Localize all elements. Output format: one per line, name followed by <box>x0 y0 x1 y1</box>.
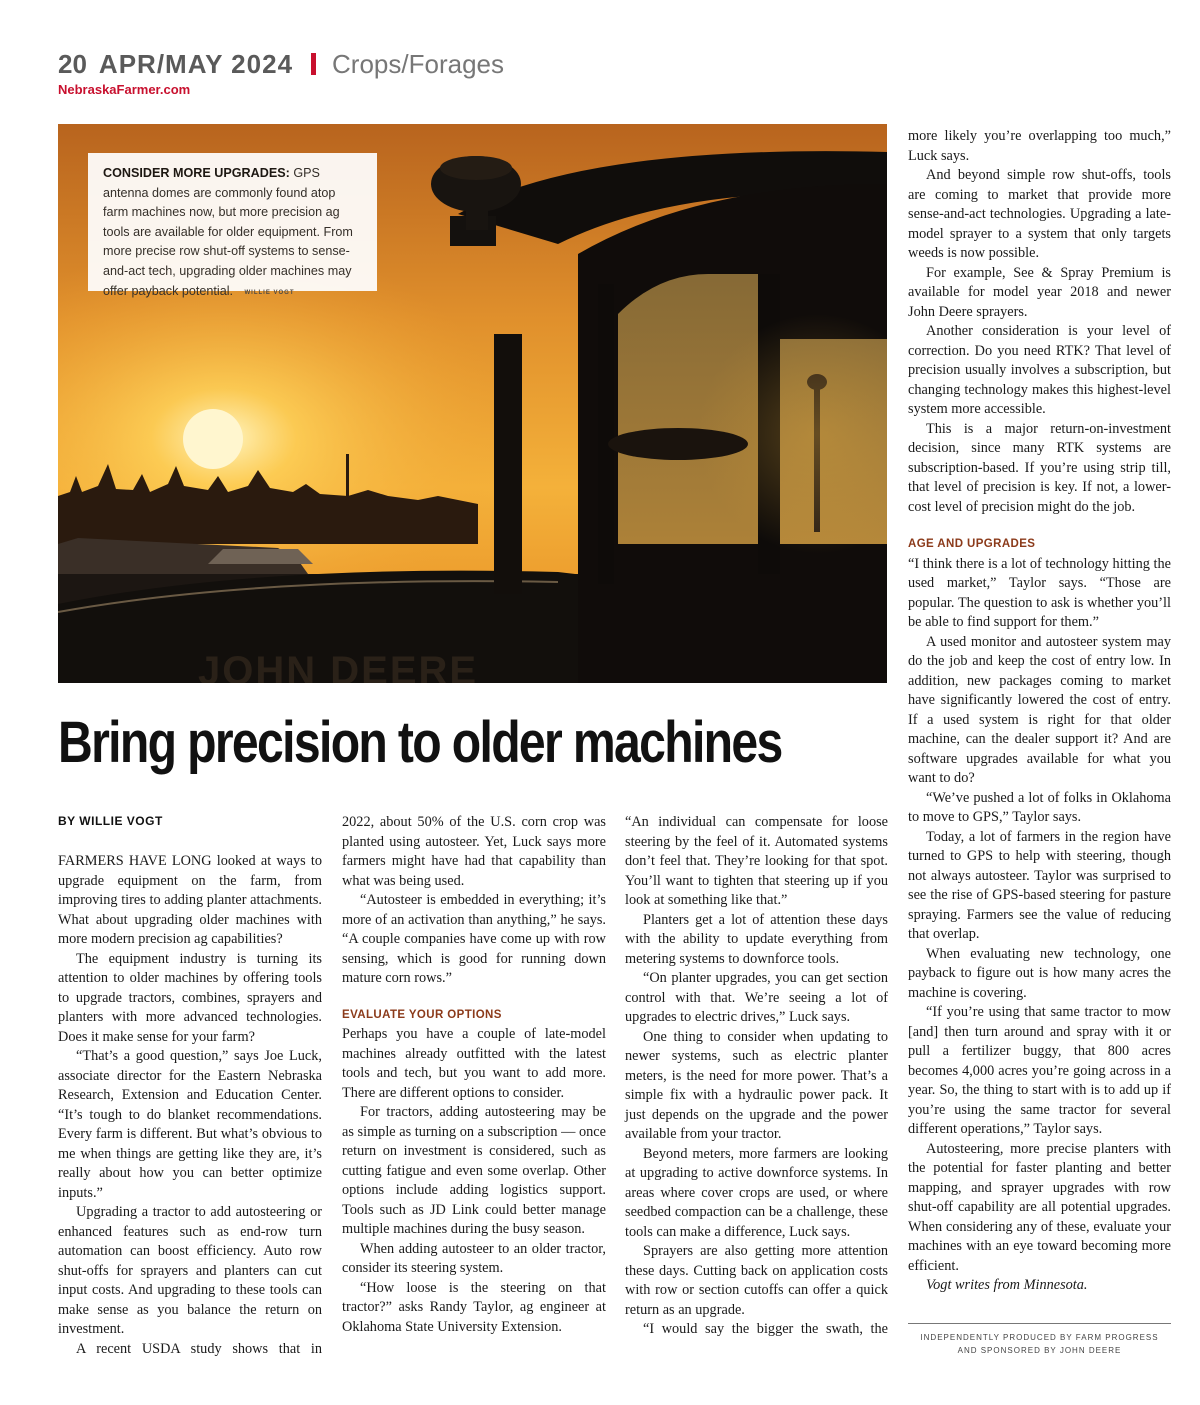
photo-credit: WILLIE VOGT <box>244 289 295 296</box>
lead-in: FARMERS HAVE LONG <box>58 853 212 869</box>
paragraph: A used monitor and autosteer system may do the job and keep the cost of entry low. In addition, new packages coming to market have significantly lowered the cost of entry. If a used system is right for that older machine, can the dealer support it? And are software upgrades available for what you want to do? <box>908 633 1171 786</box>
paragraph: The equipment industry is turning its attention to older machines by offering tools to upgrade tractors, combines, sprayers and planters with more advanced technologies. Does it make sense for your farm? <box>58 950 322 1045</box>
author-bio: Vogt writes from Minnesota. <box>926 1277 1088 1293</box>
paragraph: Beyond meters, more farmers are looking at upgrading to active downforce systems. In areas where cover crops are used, or where seedbed compaction can be a challenge, these tools can make a difference, Luck says. <box>625 1145 888 1240</box>
caption-lead: CONSIDER MORE UPGRADES: <box>103 166 290 180</box>
paragraph: “Autosteer is embedded in everything; it’s more of an activation than anything,” he says. “A couple companies have come up with row sensing, which is good for running down mature corn rows.” <box>342 892 606 986</box>
article-column-4 <box>908 127 1171 1296</box>
paragraph: “That’s a good question,” says Joe Luck, associate director for the Eastern Nebraska Research, Extension and Education Center. “It’s tough to do blanket recommendations. Every farm is different. But what’s obvious to me when things are getting like they are, it’s really about how you can better optimize inputs.” <box>58 1048 322 1201</box>
paragraph: A recent USDA study shows that in <box>76 1340 322 1357</box>
paragraph: Today, a lot of farmers in the region have turned to GPS to help with steering, though not always autosteer. Taylor was surprised to see the rise of GPS-based steering for pasture spraying. Farmers see the value of reducing that overlap. <box>908 828 1171 942</box>
issue-date: APR/MAY 2024 <box>98 48 294 79</box>
paragraph: Planters get a lot of attention these days with the ability to update everything from metering systems to downforce tools. <box>625 911 888 967</box>
subhead-evaluate-options: EVALUATE YOUR OPTIONS <box>342 1008 502 1021</box>
subhead-age-upgrades: AGE AND UPGRADES <box>908 538 1036 550</box>
folio-divider <box>311 53 316 75</box>
paragraph: “How loose is the steering on that tractor?” asks Randy Taylor, ag engineer at Oklahoma State University Extension. <box>342 1279 606 1335</box>
paragraph: Perhaps you have a couple of late-model machines already outfitted with the latest tools and tech, but you want to add more. There are different options to consider. <box>342 1026 606 1101</box>
article-column-3 <box>625 813 888 1340</box>
sponsor-line-2: AND SPONSORED BY JOHN DEERE <box>957 1346 1122 1355</box>
paragraph: And beyond simple row shut-offs, tools are coming to market that provide more sense-and-act technologies. Upgrading a late-model sprayer to a system that only targets weeds is now possible. <box>908 167 1171 261</box>
paragraph: When adding autosteer to an older tractor, consider its steering system. <box>342 1240 606 1276</box>
article-column-2 <box>342 813 606 1337</box>
paragraph: For example, See & Spray Premium is available for model year 2018 and newer John Deere sprayers. <box>908 264 1171 320</box>
page-number: 20 <box>58 48 87 79</box>
footer-rule <box>908 1323 1171 1324</box>
exhaust-pipe <box>494 334 522 594</box>
article-column-1 <box>58 852 322 1359</box>
section-name: Crops/Forages <box>332 48 504 79</box>
paragraph: “On planter upgrades, you can get section control with that. We’re seeing a lot of upgrades to electric drives,” Luck says. <box>625 970 888 1025</box>
byline: BY WILLIE VOGT <box>58 814 163 828</box>
sponsor-line-1: INDEPENDENTLY PRODUCED BY FARM PROGRESS <box>920 1333 1159 1342</box>
caption-text: GPS antenna domes are commonly found atop farm machines now, but more precision ag tools are available for older equipment. From more precise row shut-off systems to sense-and-act tech, upgrading older machines may offer payback potential. <box>103 166 353 298</box>
paragraph: Sprayers are also getting more attention these days. Cutting back on application costs with row or section cutoffs can offer a quick return as an upgrade. <box>625 1243 888 1318</box>
paragraph: This is a major return-on-investment decision, since many RTK systems are subscription-based. If you’re using strip till, that level of precision is key. If not, a lower-cost level of precision might do the job. <box>908 420 1171 515</box>
tractor-brand: JOHN DEERE <box>198 649 479 683</box>
paragraph: For tractors, adding autosteering may be as simple as turning on a subscription — once return on investment is considered, such as cutting fatigue and even some overlap. Other options include adding logistics support. Tools such as JD Link could better manage multiple machines during the busy season. <box>342 1104 606 1237</box>
photo-caption <box>88 153 377 298</box>
paragraph: Upgrading a tractor to add autosteering or enhanced features such as end-row turn automation can boost efficiency. Auto row shut-offs for sprayers and planters can cut input costs. And upgrading to these tools can make sense as you balance the return on investment. <box>58 1204 322 1337</box>
paragraph: Autosteering, more precise planters with the potential for faster planting and better mapping, and sprayer upgrades with row shut-off capability are all potential upgrades. When considering any of these, evaluate your machines with an eye toward becoming more efficient. <box>908 1140 1171 1274</box>
paragraph: Another consideration is your level of correction. Do you need RTK? That level of precision usually involves a subscription, but changing technology makes this highest-level system more accessible. <box>908 323 1171 417</box>
paragraph: 2022, about 50% of the U.S. corn crop was planted using autosteer. Yet, Luck says more farmers might have had that capability than what was being used. <box>342 814 606 889</box>
site-url: NebraskaFarmer.com <box>58 82 191 97</box>
paragraph: “An individual can compensate for loose steering by the feel of it. Automated systems don’t feel that. They’re looking for that spot. You’ll want to tighten that steering up if you look at something like that.” <box>625 814 888 908</box>
paragraph: “If you’re using that same tractor to mow [and] then turn around and spray with it or pull a fertilizer buggy, that 800 acres becomes 4,000 acres you’re going across in a year. So, the thing to start with is to add up if you’re using the same tractor for several different operations,” Taylor says. <box>908 1004 1171 1137</box>
folio <box>58 44 504 84</box>
headline: Bring precision to older machines <box>58 710 782 775</box>
paragraph: “We’ve pushed a lot of folks in Oklahoma to move to GPS,” Taylor says. <box>908 789 1171 825</box>
paragraph: “I think there is a lot of technology hitting the used market,” Taylor says. “Those are popular. The question to ask is whether you’ll be able to find support for them.” <box>908 555 1171 630</box>
paragraph: more likely you’re overlapping too much,” Luck says. <box>908 128 1171 164</box>
paragraph: When evaluating new technology, one payback to figure out is how many acres the machine is covering. <box>908 945 1171 1001</box>
paragraph: One thing to consider when updating to newer systems, such as electric planter meters, is the need for more power. That’s a simple fix with a hydraulic power pack. It just depends on the upgrade and the power available from your tractor. <box>625 1028 888 1142</box>
sponsor-note <box>908 1331 1171 1357</box>
sun <box>183 409 243 469</box>
lead-paragraph: FARMERS HAVE LONG looked at ways to upgrade equipment on the farm, from improving tires to adding planter attachments. What about upgrading older machines with more modern precision ag capabilities? <box>58 853 322 947</box>
paragraph: “I would say the bigger the swath, the <box>643 1321 888 1337</box>
